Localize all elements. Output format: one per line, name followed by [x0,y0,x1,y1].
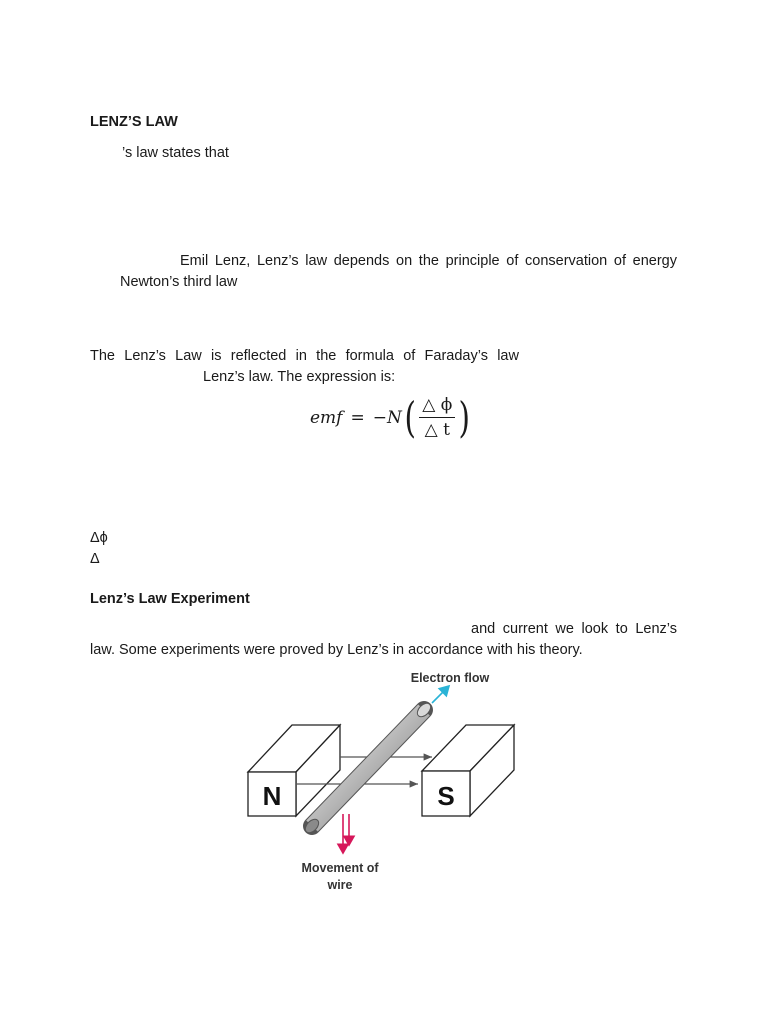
magnet-s [422,725,514,816]
formula-lhs: emf [310,407,343,428]
formula-equals: = [350,407,365,428]
word: Lenz’s [124,348,166,364]
magnet-s-label: S [437,781,455,811]
experiment-line1: and current we look to Lenz’s [471,621,677,637]
movement-label-line1: Movement of [301,861,379,875]
right-paren: ) [458,392,471,442]
formula-denominator: △ t [424,420,450,440]
formula-minus-n: −N [372,407,402,428]
paragraph-formula-line2: Lenz’s law. The expression is: [203,369,396,385]
symbol-delta-phi: Δϕ [90,530,108,546]
word: Law [175,348,202,364]
movement-label-line2: wire [327,878,353,892]
page-title: LENZ’S LAW [90,114,178,130]
word: law [497,348,519,364]
word: The [90,348,115,364]
paragraph-energy-line2: Newton’s third law [120,274,238,290]
paragraph-energy-line1: Emil Lenz, Lenz’s law depends on the principle of conservation of energy [180,253,677,269]
symbol-delta: Δ [90,551,100,567]
word: of [403,348,416,364]
word: is [211,348,222,364]
word: reflected [230,348,287,364]
left-paren: ( [404,392,416,442]
electron-flow-arrow [432,686,449,703]
experiment-line2: law. Some experiments were proved by Lenz’s in accordance with his theory. [90,642,583,658]
word: in [295,348,307,364]
word: formula [345,348,394,364]
word: the [316,348,337,364]
electron-flow-label: Electron flow [410,671,490,685]
magnet-n-label: N [262,781,282,811]
formula-numerator: △ ϕ [419,395,455,418]
word: Faraday’s [424,348,488,364]
section-heading: Lenz’s Law Experiment [90,591,250,607]
law-statement-text: ’s law states that [122,145,229,161]
